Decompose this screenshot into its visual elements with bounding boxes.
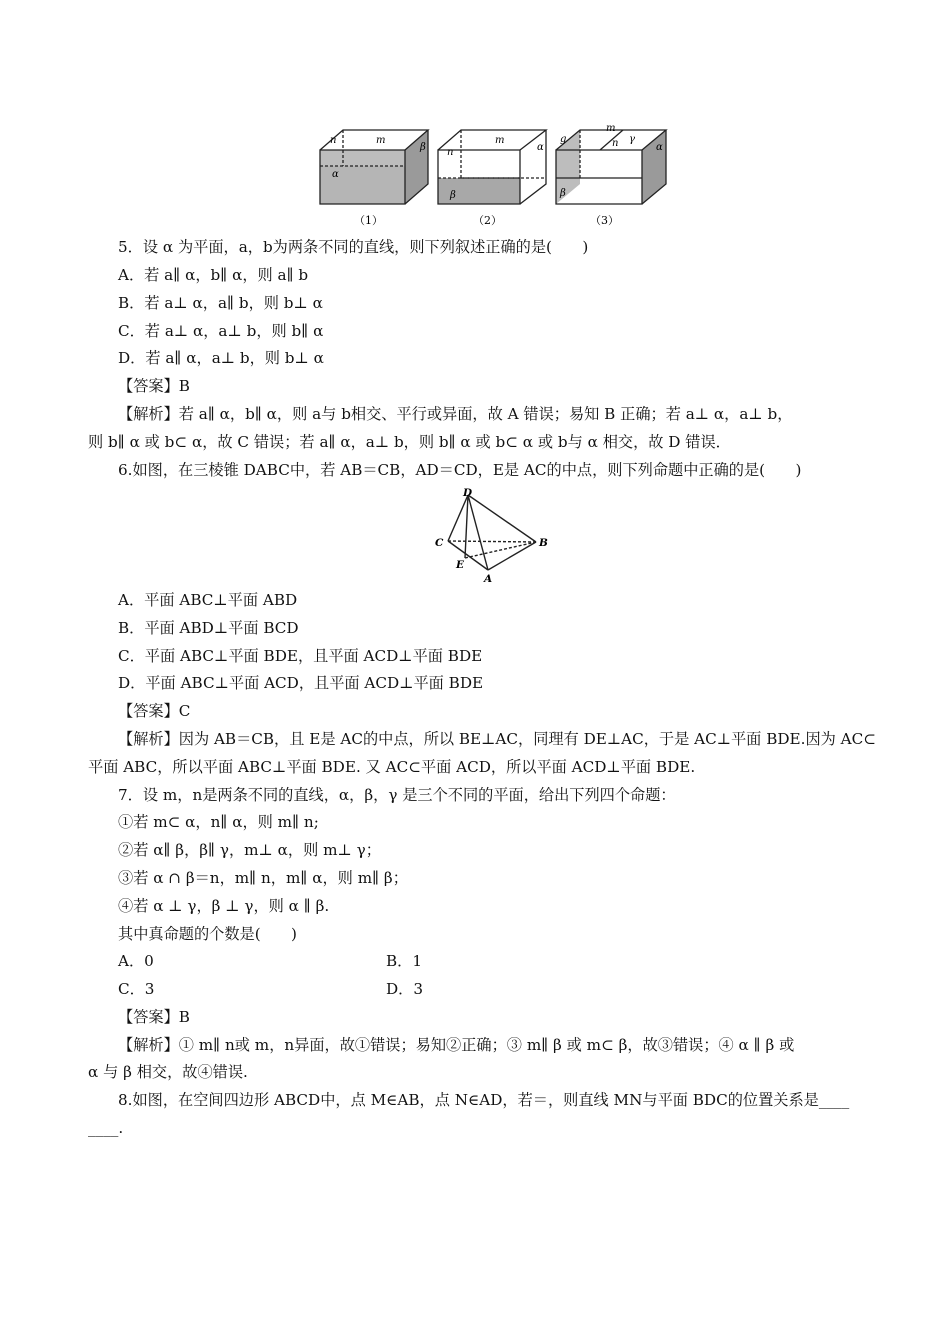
edge-EB: [465, 542, 536, 558]
box3-label-g: g: [560, 134, 567, 145]
box2-label-m: m: [495, 135, 505, 146]
q7-analysis-line1: 【解析】① m∥ n或 m，n异面，故①错误；易知②正确；③ m∥ β 或 m⊂ β，故③错误；④ α ∥ β 或: [118, 1036, 795, 1054]
q7-answer: 【答案】B: [118, 1008, 190, 1026]
box1-caption: （1）: [354, 214, 383, 227]
q5-analysis-line1: 【解析】若 a∥ α，b∥ α，则 a与 b相交、平行或异面，故 A 错误；易知 B 正确；若 a⊥ α，a⊥ b，: [118, 405, 793, 423]
q6-answer: 【答案】C: [118, 702, 191, 720]
box3-label-alpha: α: [656, 142, 663, 153]
q5-option-d: D．若 a∥ α，a⊥ b，则 b⊥ α: [118, 349, 324, 367]
box2-caption: （2）: [473, 214, 502, 227]
q5-option-c: C．若 a⊥ α，a⊥ b，则 b∥ α: [118, 322, 324, 340]
box1-label-beta: β: [420, 142, 426, 153]
q8-stem: 8.如图，在空间四边形 ABCD中，点 M∈AB，点 N∈AD，若＝，则直线 MN与平面 BDC的位置关系是____: [118, 1091, 850, 1109]
box3-caption: （3）: [590, 214, 619, 227]
box1-label-n: n: [330, 135, 337, 146]
q7-option-c: C．3: [118, 980, 155, 998]
q7-item-2: ②若 α∥ β，β∥ γ，m⊥ α，则 m⊥ γ；: [118, 841, 381, 859]
point-E: E: [456, 559, 465, 571]
q6-analysis-line1: 【解析】因为 AB＝CB，且 E是 AC的中点，所以 BE⊥AC，同理有 DE⊥AC，于是 AC⊥平面 BDE.因为 AC⊂: [118, 730, 876, 748]
q7-option-a: A．0: [118, 952, 154, 970]
q7-item-4: ④若 α ⊥ γ，β ⊥ γ，则 α ∥ β.: [118, 897, 330, 915]
q6-analysis-line2: 平面 ABC，所以平面 ABC⊥平面 BDE. 又 AC⊂平面 ACD，所以平面 ACD⊥平面 BDE.: [88, 758, 696, 776]
q7-option-b: B．1: [386, 952, 423, 970]
edge-CB: [448, 541, 536, 542]
edge-DE: [465, 495, 468, 558]
point-D: D: [463, 487, 473, 499]
q8-stem-continuation: ____.: [88, 1119, 124, 1137]
point-B: B: [539, 537, 548, 549]
q6-option-c: C．平面 ABC⊥平面 BDE，且平面 ACD⊥平面 BDE: [118, 647, 483, 665]
box2-label-beta: β: [450, 190, 456, 201]
point-C: C: [435, 537, 444, 549]
q5-option-b: B．若 a⊥ α，a∥ b，则 b⊥ α: [118, 294, 323, 312]
q7-item-3: ③若 α ∩ β＝n，m∥ n，m∥ α，则 m∥ β；: [118, 869, 408, 887]
q6-option-b: B．平面 ABD⊥平面 BCD: [118, 619, 299, 637]
q5-stem: 5．设 α 为平面，a，b为两条不同的直线，则下列叙述正确的是( ): [118, 238, 589, 256]
box-3: [556, 130, 666, 204]
box2-label-n: n: [447, 147, 454, 158]
q7-option-d: D．3: [386, 980, 424, 998]
box2-label-alpha: α: [537, 142, 544, 153]
q7-item-1: ①若 m⊂ α，n∥ α，则 m∥ n;: [118, 813, 319, 831]
point-A: A: [484, 573, 493, 584]
q6-stem: 6.如图，在三棱锥 DABC中，若 AB＝CB，AD＝CD，E是 AC的中点，则下列命题中正确的是( ): [118, 461, 802, 479]
box3-label-n: n: [612, 138, 619, 149]
edge-DC: [448, 495, 468, 541]
q7-analysis-line2: α 与 β 相交，故④错误.: [88, 1063, 248, 1081]
q6-option-a: A．平面 ABC⊥平面 ABD: [118, 591, 298, 609]
edge-AB: [488, 542, 536, 570]
box1-label-m: m: [376, 135, 386, 146]
box3-label-beta: β: [560, 188, 566, 199]
three-boxes-figure: [310, 122, 670, 232]
q5-analysis-line2: 则 b∥ α 或 b⊂ α，故 C 错误；若 a∥ α，a⊥ b，则 b∥ α 或 b⊂ α 或 b与 α 相交，故 D 错误．: [88, 433, 731, 451]
box1-label-alpha: α: [332, 169, 339, 180]
box3-label-gamma: γ: [629, 134, 635, 145]
pyramid-figure: [432, 486, 562, 584]
q6-option-d: D．平面 ABC⊥平面 ACD，且平面 ACD⊥平面 BDE: [118, 674, 484, 692]
q5-option-a: A．若 a∥ α，b∥ α，则 a∥ b: [118, 266, 309, 284]
q7-question: 其中真命题的个数是( ): [118, 925, 297, 943]
box3-label-m: m: [606, 123, 616, 134]
q7-stem: 7．设 m，n是两条不同的直线，α，β，γ 是三个不同的平面，给出下列四个命题：: [118, 786, 676, 804]
q5-answer: 【答案】B: [118, 377, 190, 395]
